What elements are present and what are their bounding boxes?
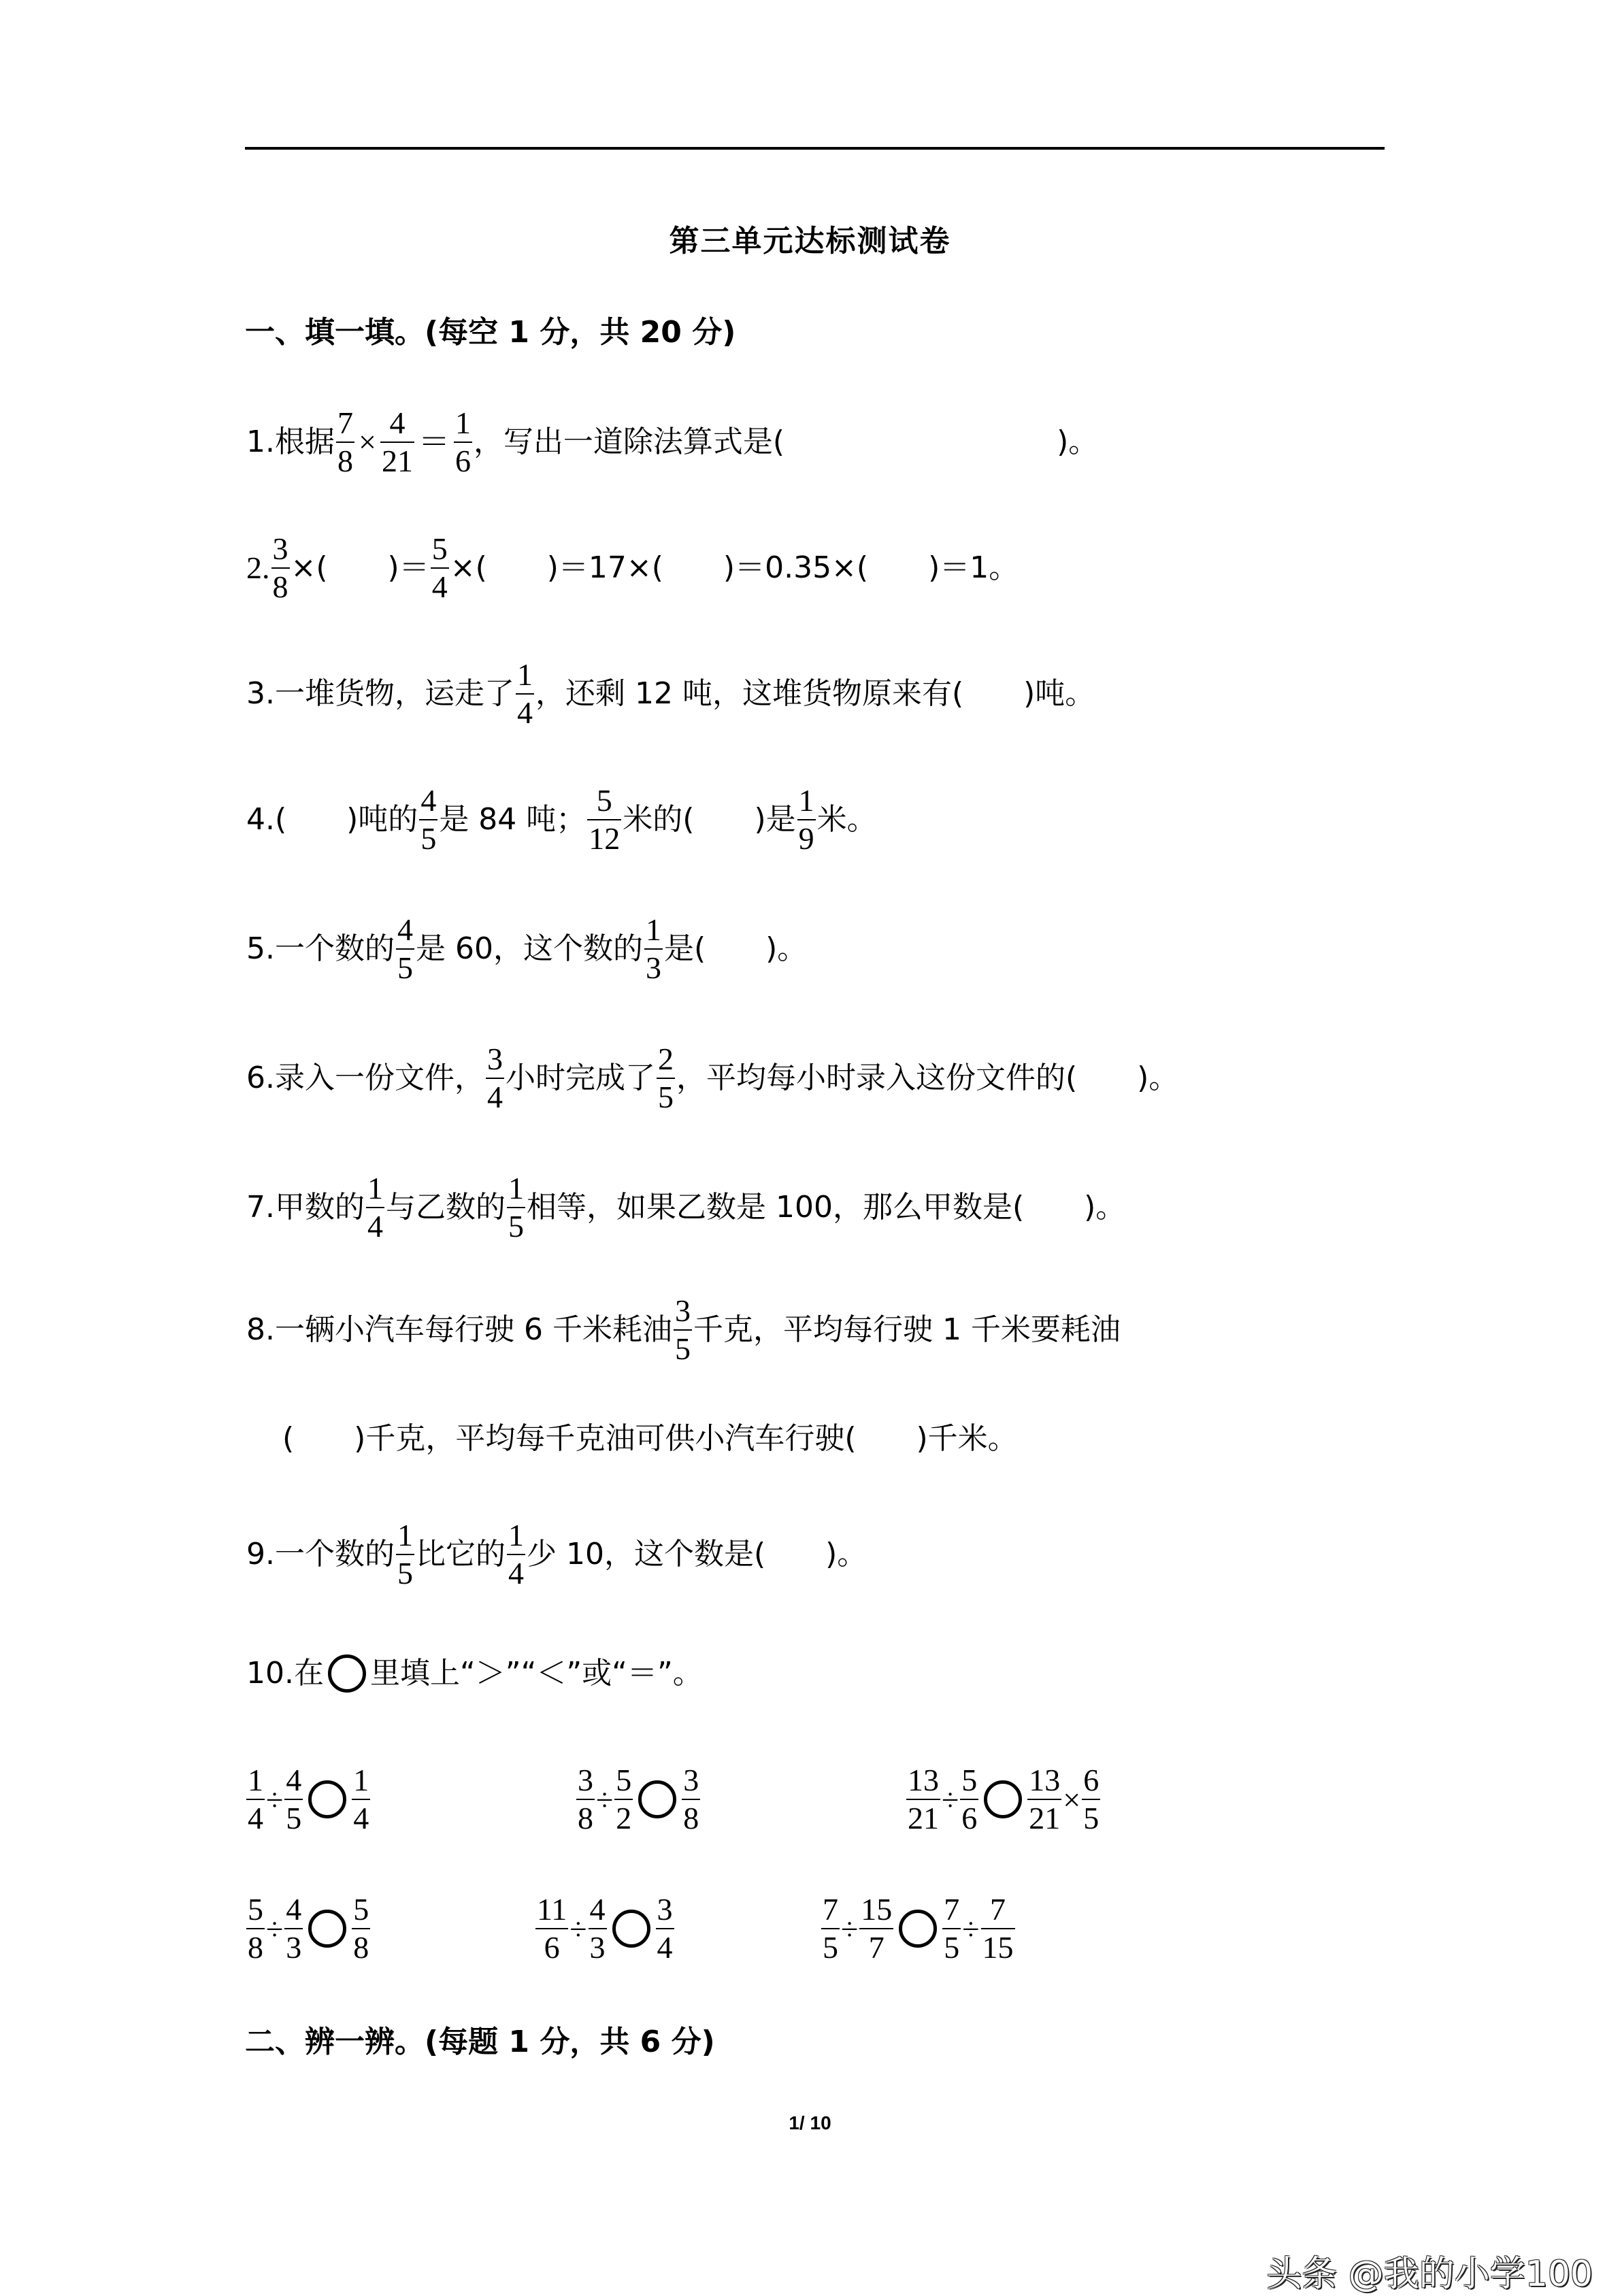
- comparison-5: $\frac{11}{6}$ ÷ $\frac{4}{3}$ $\frac{3}{4}$: [537, 1892, 673, 1965]
- answer-circle[interactable]: [984, 1780, 1022, 1818]
- fraction: $\frac{3}{4}$: [486, 1042, 503, 1114]
- question-5: 5.一个数的 $\frac{4}{5}$ 是 60，这个数的 $\frac{1}{3}$ 是( )。: [246, 912, 808, 985]
- page-title: 第三单元达标测试卷: [669, 224, 951, 259]
- answer-blank[interactable]: 米的( )是: [623, 802, 796, 837]
- fraction: $\frac{3}{5}$: [674, 1293, 691, 1366]
- fraction: $\frac{4}{21}$: [381, 405, 413, 478]
- answer-blank[interactable]: 是( )。: [663, 931, 808, 966]
- answer-blank[interactable]: ( )千克，平均每千克油可供小汽车行驶( )千米。: [282, 1421, 1018, 1456]
- answer-blank[interactable]: ，平均每小时录入这份文件的( )。: [676, 1061, 1179, 1095]
- page-number: 1/ 10: [789, 2112, 831, 2133]
- question-4: 4.( )吨的 $\frac{4}{5}$ 是 84 吨； $\frac{5}{12}$ 米的( )是 $\frac{1}{9}$ 米。: [246, 783, 877, 856]
- question-8: 8.一辆小汽车每行驶 6 千米耗油 $\frac{3}{5}$ 千克，平均每行驶 1 千米要耗油: [246, 1293, 1121, 1366]
- question-10: 10.在 里填上“＞”“＜”或“＝”。: [246, 1653, 703, 1694]
- fraction: $\frac{7}{8}$: [337, 405, 353, 478]
- section1-heading: 一、填一填。(每空 1 分，共 20 分): [245, 315, 736, 350]
- watermark: 头条 @我的小学100: [1266, 2254, 1593, 2295]
- fraction: $\frac{3}{8}$: [272, 531, 288, 604]
- fraction: $\frac{4}{5}$: [397, 912, 413, 985]
- fraction: $\frac{1}{5}$: [397, 1518, 413, 1591]
- fraction: $\frac{5}{4}$: [431, 531, 448, 604]
- answer-blank[interactable]: ×( )＝17×( )＝0.35×( )＝1。: [450, 550, 1019, 585]
- comparison-1: $\frac{1}{4}$ ÷ $\frac{4}{5}$ $\frac{1}{4}$: [248, 1763, 369, 1835]
- question-1: 1.根据 $\frac{7}{8}$ × $\frac{4}{21}$ ＝ $\frac{1}{6}$ ，写出一道除法算式是( )。: [246, 405, 1099, 478]
- fraction: $\frac{1}{5}$: [508, 1171, 524, 1244]
- answer-blank[interactable]: 4.( )吨的: [246, 802, 418, 837]
- answer-circle[interactable]: [308, 1780, 346, 1818]
- answer-blank[interactable]: 相等，如果乙数是 100，那么甲数是( )。: [526, 1190, 1126, 1225]
- fraction: $\frac{1}{6}$: [454, 405, 471, 478]
- circle-icon: [328, 1654, 366, 1693]
- fraction: $\frac{1}{4}$: [508, 1518, 524, 1591]
- answer-blank[interactable]: ，还剩 12 吨，这堆货物原来有( )吨。: [535, 676, 1095, 711]
- comparison-2: $\frac{3}{8}$ ÷ $\frac{5}{2}$ $\frac{3}{8}$: [578, 1763, 699, 1835]
- question-8-line2: [282, 1418, 1018, 1459]
- question-3: 3.一堆货物，运走了 $\frac{1}{4}$ ，还剩 12 吨，这堆货物原来有( )吨。: [246, 657, 1095, 730]
- question-6: 6.录入一份文件， $\frac{3}{4}$ 小时完成了 $\frac{2}{5}$ ，平均每小时录入这份文件的( )。: [246, 1042, 1179, 1114]
- answer-circle[interactable]: [899, 1910, 937, 1948]
- answer-circle[interactable]: [308, 1910, 346, 1948]
- answer-circle[interactable]: [638, 1780, 676, 1818]
- comparison-3: $\frac{13}{21}$ ÷ $\frac{5}{6}$ $\frac{13}{21}$ × $\frac{6}{5}$: [908, 1763, 1100, 1835]
- section2-heading: 二、辨一辨。(每题 1 分，共 6 分): [245, 2025, 715, 2059]
- comparison-6: $\frac{7}{5}$ ÷ $\frac{15}{7}$ $\frac{7}{5}$ ÷ $\frac{7}{15}$: [823, 1892, 1014, 1965]
- fraction: $\frac{1}{4}$: [367, 1171, 383, 1244]
- header-rule: [245, 147, 1385, 150]
- fraction: $\frac{4}{5}$: [420, 783, 437, 856]
- question-9: 9.一个数的 $\frac{1}{5}$ 比它的 $\frac{1}{4}$ 少 10，这个数是( )。: [246, 1518, 867, 1591]
- fraction: $\frac{2}{5}$: [657, 1042, 674, 1114]
- question-2: 2. $\frac{3}{8}$ ×( )＝ $\frac{5}{4}$ ×( )＝17×( )＝0.35×( )＝1。: [246, 531, 1019, 604]
- comparison-4: $\frac{5}{8}$ ÷ $\frac{4}{3}$ $\frac{5}{8}$: [248, 1892, 369, 1965]
- fraction: $\frac{1}{9}$: [798, 783, 814, 856]
- answer-blank[interactable]: ×( )＝: [291, 550, 429, 585]
- question-7: 7.甲数的 $\frac{1}{4}$ 与乙数的 $\frac{1}{5}$ 相等，如果乙数是 100，那么甲数是( )。: [246, 1171, 1126, 1244]
- fraction: $\frac{1}{4}$: [516, 657, 533, 730]
- answer-circle[interactable]: [612, 1910, 650, 1948]
- fraction: $\frac{5}{12}$: [589, 783, 621, 856]
- answer-blank[interactable]: 少 10，这个数是( )。: [526, 1537, 867, 1571]
- fraction: $\frac{1}{3}$: [645, 912, 661, 985]
